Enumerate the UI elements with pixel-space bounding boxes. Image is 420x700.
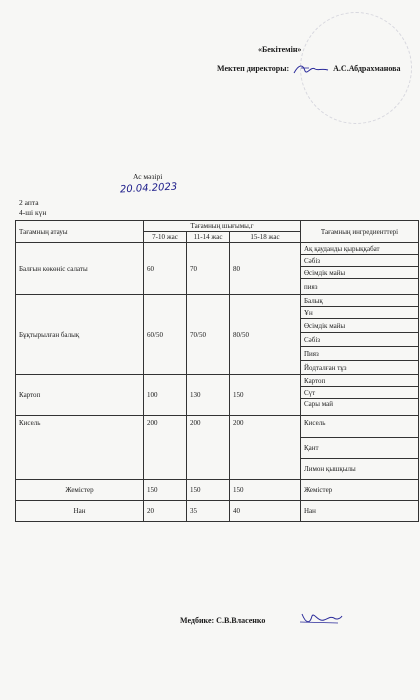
ingredient: Жемістер bbox=[301, 480, 419, 501]
ingredient: Нан bbox=[301, 501, 419, 522]
ingredient: Пияз bbox=[301, 347, 419, 361]
age-group-header: 11-14 жас bbox=[187, 232, 230, 243]
director-line bbox=[217, 62, 401, 76]
portion-value: 150 bbox=[230, 480, 301, 501]
table-row bbox=[16, 416, 419, 438]
ingredient: Лимон қышқылы bbox=[301, 459, 419, 480]
portion-value: 80/50 bbox=[230, 295, 301, 375]
dish-name: Жемістер bbox=[16, 480, 144, 501]
ingredient: Кисель bbox=[301, 416, 419, 438]
dish-name: Бұқтырылған балық bbox=[16, 295, 144, 375]
ingredient: Йодталған тұз bbox=[301, 361, 419, 375]
portion-value: 150 bbox=[187, 480, 230, 501]
handwritten-date: 20.04.2023 bbox=[119, 181, 178, 196]
menu-title: Ас мәзірі bbox=[133, 172, 163, 181]
portion-value: 150 bbox=[230, 375, 301, 416]
table-row bbox=[16, 480, 419, 501]
portion-value: 70/50 bbox=[187, 295, 230, 375]
portion-value: 100 bbox=[144, 375, 187, 416]
director-name: А.С.Абдрахманова bbox=[333, 63, 401, 73]
age-group-header: 7-10 жас bbox=[144, 232, 187, 243]
portion-value: 150 bbox=[144, 480, 187, 501]
column-header-ingredients: Тағамның ингредиенттері bbox=[301, 221, 419, 243]
table-header-row bbox=[16, 221, 419, 232]
portion-value: 20 bbox=[144, 501, 187, 522]
ingredient: Балық bbox=[301, 295, 419, 307]
table-row bbox=[16, 375, 419, 387]
menu-table bbox=[15, 220, 419, 522]
portion-value: 60 bbox=[144, 243, 187, 295]
portion-value: 60/50 bbox=[144, 295, 187, 375]
approval-heading: «Бекітемін» bbox=[258, 45, 302, 54]
director-label: Мектеп директоры: bbox=[217, 63, 290, 73]
ingredient: Сәбіз bbox=[301, 255, 419, 267]
column-header-name: Тағамның атауы bbox=[16, 221, 144, 243]
portion-value: 80 bbox=[230, 243, 301, 295]
portion-value: 70 bbox=[187, 243, 230, 295]
ingredient: Ақ қауданды қырыққабат bbox=[301, 243, 419, 255]
nurse-signature-line: Медбике: С.В.Власенко bbox=[180, 616, 266, 625]
ingredient: Картоп bbox=[301, 375, 419, 387]
dish-name: Нан bbox=[16, 501, 144, 522]
nurse-signature bbox=[298, 610, 344, 628]
ingredient: Қант bbox=[301, 438, 419, 459]
ingredient: Өсімдік майы bbox=[301, 319, 419, 333]
ingredient: Сары май bbox=[301, 399, 419, 416]
portion-value: 200 bbox=[187, 416, 230, 480]
director-signature bbox=[291, 62, 331, 76]
table-row bbox=[16, 295, 419, 307]
table-row bbox=[16, 243, 419, 255]
age-group-header: 15-18 жас bbox=[230, 232, 301, 243]
portion-value: 130 bbox=[187, 375, 230, 416]
ingredient: Ұн bbox=[301, 307, 419, 319]
portion-value: 200 bbox=[144, 416, 187, 480]
dish-name: Картоп bbox=[16, 375, 144, 416]
ingredient: пияз bbox=[301, 279, 419, 295]
column-header-output: Тағамның шығымы,г bbox=[144, 221, 301, 232]
ingredient: Сүт bbox=[301, 387, 419, 399]
dish-name: Балғын көкөніс салаты bbox=[16, 243, 144, 295]
table-row bbox=[16, 501, 419, 522]
portion-value: 40 bbox=[230, 501, 301, 522]
dish-name: Кисель bbox=[16, 416, 144, 480]
ingredient: Сәбіз bbox=[301, 333, 419, 347]
ingredient: Өсімдік майы bbox=[301, 267, 419, 279]
day-label: 4-ші күн bbox=[19, 208, 47, 217]
portion-value: 200 bbox=[230, 416, 301, 480]
week-label: 2 апта bbox=[19, 198, 39, 207]
portion-value: 35 bbox=[187, 501, 230, 522]
